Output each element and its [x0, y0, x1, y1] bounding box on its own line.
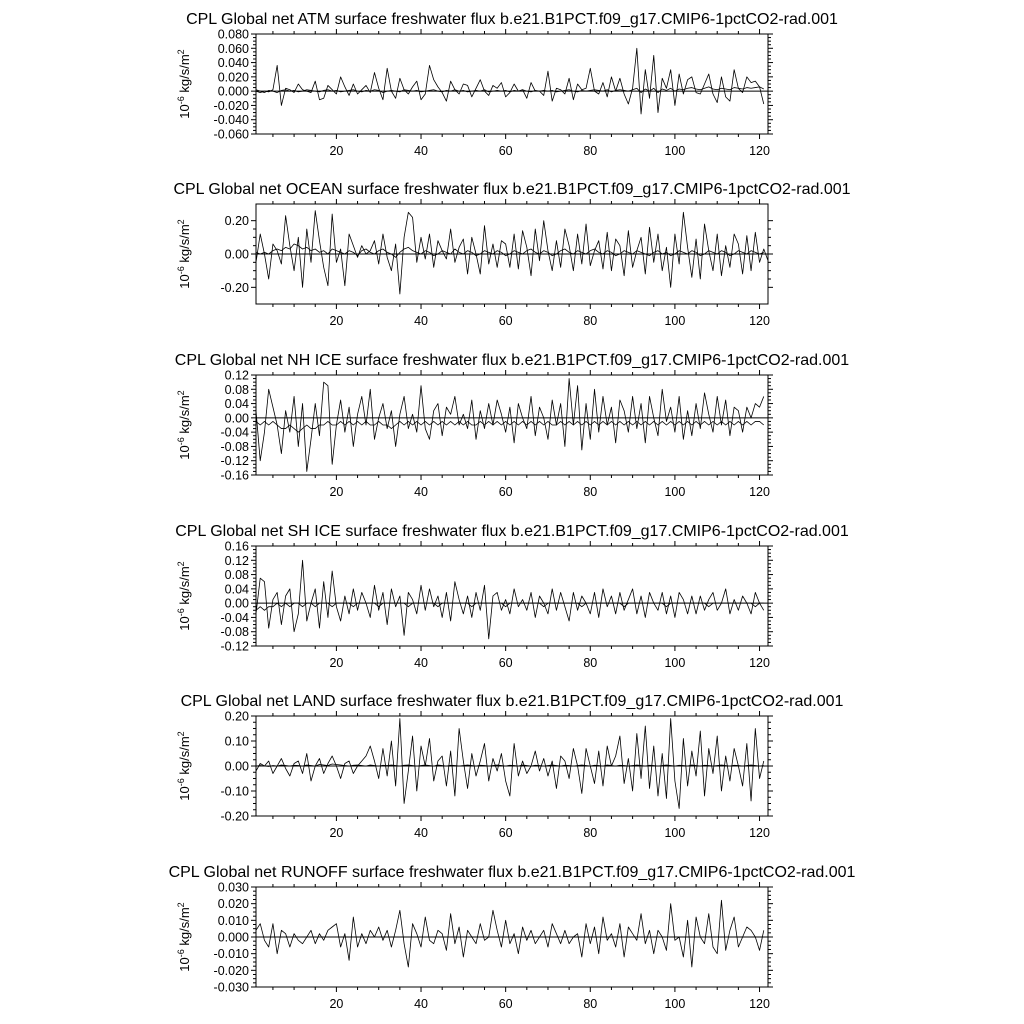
y-tick-label: 0.020 — [217, 70, 249, 85]
y-tick-label: -0.04 — [220, 610, 249, 625]
x-tick-label: 20 — [329, 314, 344, 328]
x-tick-label: 20 — [329, 144, 344, 158]
x-tick-label: 80 — [583, 656, 598, 670]
chart-title: CPL Global net RUNOFF surface freshwater flux b.e21.B1PCT.f09_g17.CMIP6-1pctCO2-rad.001 — [168, 864, 856, 881]
y-tick-label: 0.12 — [224, 553, 249, 568]
y-axis-label — [176, 731, 192, 800]
x-tick-label: 40 — [414, 144, 428, 158]
x-tick-label: 80 — [583, 485, 598, 499]
y-axis-label — [176, 219, 192, 288]
x-tick-label: 80 — [583, 997, 598, 1011]
x-tick-label: 40 — [414, 485, 428, 499]
y-tick-label: 0.08 — [224, 382, 249, 397]
x-tick-label: 100 — [664, 656, 686, 670]
y-axis-label — [176, 561, 192, 630]
series-line-1 — [256, 719, 764, 809]
y-tick-label: 0.00 — [224, 247, 249, 262]
x-tick-label: 20 — [329, 826, 344, 840]
y-tick-label: -0.16 — [220, 468, 249, 483]
x-tick-label: 20 — [329, 656, 344, 670]
series-line-2 — [256, 603, 764, 610]
y-label-unit: kg/s/m — [177, 566, 192, 609]
y-tick-label: 0.10 — [224, 734, 249, 749]
y-tick-label: 0.000 — [217, 84, 249, 99]
y-tick-label: -0.020 — [213, 963, 249, 978]
y-tick-label: -0.040 — [213, 113, 249, 128]
y-tick-label: -0.12 — [220, 639, 249, 654]
chart-title: CPL Global net LAND surface freshwater flux b.e21.B1PCT.f09_g17.CMIP6-1pctCO2-rad.001 — [180, 693, 844, 710]
y-tick-label: 0.20 — [224, 709, 249, 724]
y-tick-label: 0.16 — [224, 539, 249, 554]
y-axis-label — [176, 390, 192, 459]
y-label-unit: kg/s/m — [177, 224, 192, 267]
series-line-1 — [256, 560, 764, 639]
y-label-square: 2 — [176, 902, 186, 908]
y-label-square: 2 — [176, 390, 186, 396]
x-tick-label: 60 — [498, 314, 513, 328]
y-label-base: 10 — [177, 616, 192, 631]
x-tick-label: 100 — [664, 314, 686, 328]
y-tick-label: 0.030 — [217, 880, 249, 895]
y-label-base: 10 — [177, 957, 192, 972]
y-tick-label: 0.060 — [217, 41, 249, 56]
x-tick-label: 80 — [583, 826, 598, 840]
y-tick-label: 0.20 — [224, 214, 249, 229]
y-label-unit: kg/s/m — [177, 54, 192, 97]
y-tick-label: 0.040 — [217, 56, 249, 71]
panel-2 — [173, 181, 850, 328]
panel-1 — [176, 11, 838, 158]
x-tick-label: 40 — [414, 314, 428, 328]
x-tick-label: 40 — [414, 997, 428, 1011]
series-line-1 — [256, 900, 764, 967]
x-tick-label: 80 — [583, 144, 598, 158]
y-label-exponent: -6 — [176, 437, 186, 446]
y-axis-label — [176, 902, 192, 971]
x-tick-label: 100 — [664, 826, 686, 840]
y-tick-label: 0.000 — [217, 930, 249, 945]
y-label-base: 10 — [177, 104, 192, 119]
y-label-base: 10 — [177, 274, 192, 289]
y-tick-label: -0.12 — [220, 454, 249, 469]
x-tick-label: 20 — [329, 485, 344, 499]
y-tick-label: 0.080 — [217, 27, 249, 42]
x-tick-label: 120 — [749, 826, 770, 840]
plot-frame — [256, 34, 768, 134]
x-tick-label: 120 — [749, 997, 770, 1011]
panel-5 — [176, 693, 844, 840]
y-label-exponent: -6 — [176, 778, 186, 787]
y-tick-label: -0.20 — [220, 809, 249, 824]
x-tick-label: 80 — [583, 314, 598, 328]
x-tick-label: 120 — [749, 144, 770, 158]
x-tick-label: 100 — [664, 997, 686, 1011]
y-tick-label: 0.020 — [217, 897, 249, 912]
y-tick-label: 0.04 — [224, 397, 249, 412]
x-tick-label: 40 — [414, 656, 428, 670]
x-tick-label: 60 — [498, 656, 513, 670]
x-tick-label: 60 — [498, 997, 513, 1011]
y-tick-label: 0.12 — [224, 368, 249, 383]
x-tick-label: 60 — [498, 485, 513, 499]
y-tick-label: -0.04 — [220, 425, 249, 440]
y-tick-label: -0.20 — [220, 280, 249, 295]
chart-title: CPL Global net NH ICE surface freshwater flux b.e21.B1PCT.f09_g17.CMIP6-1pctCO2-rad.001 — [174, 352, 850, 369]
y-tick-label: -0.08 — [220, 625, 249, 640]
x-tick-label: 120 — [749, 314, 770, 328]
y-tick-label: -0.030 — [213, 980, 249, 995]
y-label-base: 10 — [177, 786, 192, 801]
panel-3 — [175, 352, 850, 499]
chart-title: CPL Global net ATM surface freshwater flux b.e21.B1PCT.f09_g17.CMIP6-1pctCO2-rad.001 — [186, 11, 838, 28]
plot-frame — [256, 546, 768, 646]
y-label-exponent: -6 — [176, 949, 186, 958]
y-tick-label: -0.08 — [220, 439, 249, 454]
y-tick-label: 0.00 — [224, 596, 249, 611]
y-tick-label: -0.020 — [213, 98, 249, 113]
y-tick-label: 0.00 — [224, 759, 249, 774]
y-label-unit: kg/s/m — [177, 736, 192, 779]
x-tick-label: 100 — [664, 485, 686, 499]
x-tick-label: 40 — [414, 826, 428, 840]
y-tick-label: -0.010 — [213, 947, 249, 962]
x-tick-label: 120 — [749, 656, 770, 670]
x-tick-label: 60 — [498, 144, 513, 158]
y-axis-label — [176, 49, 192, 118]
y-tick-label: -0.10 — [220, 784, 249, 799]
chart-title: CPL Global net OCEAN surface freshwater flux b.e21.B1PCT.f09_g17.CMIP6-1pctCO2-rad.001 — [173, 181, 851, 198]
y-label-exponent: -6 — [176, 96, 186, 105]
x-tick-label: 20 — [329, 997, 344, 1011]
y-tick-label: 0.010 — [217, 913, 249, 928]
y-label-unit: kg/s/m — [177, 907, 192, 950]
y-label-base: 10 — [177, 445, 192, 460]
y-label-square: 2 — [176, 561, 186, 567]
x-tick-label: 100 — [664, 144, 686, 158]
y-tick-label: 0.08 — [224, 568, 249, 583]
x-tick-label: 60 — [498, 826, 513, 840]
y-label-exponent: -6 — [176, 608, 186, 617]
y-label-square: 2 — [176, 731, 186, 737]
y-tick-label: 0.04 — [224, 582, 249, 597]
y-label-square: 2 — [176, 219, 186, 225]
x-tick-label: 120 — [749, 485, 770, 499]
y-label-square: 2 — [176, 49, 186, 55]
y-label-exponent: -6 — [176, 266, 186, 275]
panel-4 — [175, 523, 849, 670]
chart-title: CPL Global net SH ICE surface freshwater flux b.e21.B1PCT.f09_g17.CMIP6-1pctCO2-rad.001 — [175, 523, 849, 540]
y-tick-label: 0.00 — [224, 411, 249, 426]
series-line-1 — [256, 48, 764, 114]
y-tick-label: -0.060 — [213, 127, 249, 142]
series-line-2 — [256, 421, 764, 432]
panel-6 — [169, 864, 856, 1011]
y-label-unit: kg/s/m — [177, 395, 192, 438]
